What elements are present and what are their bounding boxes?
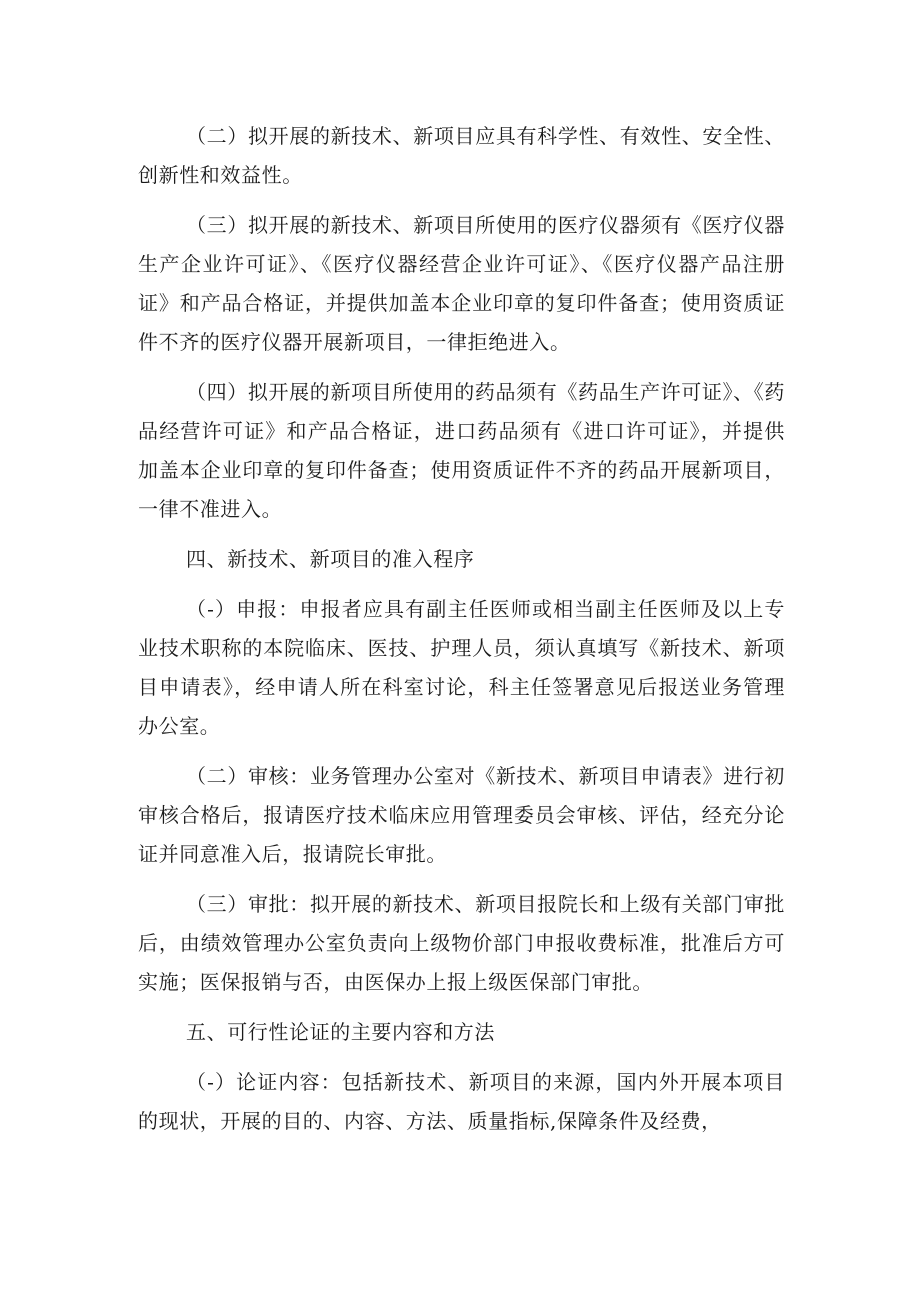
- paragraph-gap: [138, 746, 785, 757]
- paragraph-gap: [138, 529, 785, 540]
- paragraph-gap: [138, 874, 785, 885]
- paragraph-gap: [138, 1002, 785, 1013]
- paragraph-gap: [138, 195, 785, 206]
- paragraph-2-2: （二）拟开展的新技术、新项目应具有科学性、有效性、安全性、创新性和效益性。: [138, 124, 785, 187]
- paragraph-5-1: （-）论证内容：包括新技术、新项目的来源，国内外开展本项目的现状，开展的目的、内容、方法、质量指标,保障条件及经费，: [138, 1070, 785, 1133]
- paragraph-2-3: （三）拟开展的新技术、新项目所使用的医疗仪器须有《医疗仪器生产企业许可证》、《医疗仪器经营企业许可证》、《医疗仪器产品注册证》和产品合格证，并提供加盖本企业印章的复印件备查；使用资质证件不齐的医疗仪器开展新项目，一律拒绝进入。: [138, 213, 785, 354]
- paragraph-4-2: （二）审核：业务管理办公室对《新技术、新项目申请表》进行初审核合格后，报请医疗技术临床应用管理委员会审核、评估，经充分论证并同意准入后，报请院长审批。: [138, 764, 785, 866]
- section-heading-4: 四、新技术、新项目的准入程序: [186, 547, 475, 571]
- paragraph-gap: [138, 362, 785, 373]
- section-heading-5: 五、可行性论证的主要内容和方法: [186, 1020, 495, 1044]
- paragraph-gap: [138, 1052, 785, 1063]
- paragraph-gap: [138, 579, 785, 590]
- paragraph-4-3: （三）审批：拟开展的新技术、新项目报院长和上级有关部门审批后，由绩效管理办公室负责向上级物价部门申报收费标准，批准后方可实施；医保报销与否，由医保办上报上级医保部门审批。: [138, 892, 785, 994]
- paragraph-4-1: （-）申报：申报者应具有副主任医师或相当副主任医师及以上专业技术职称的本院临床、医技、护理人员，须认真填写《新技术、新项目申请表》，经申请人所在科室讨论，科主任签署意见后报送业务管理办公室。: [138, 597, 785, 738]
- paragraph-2-4: （四）拟开展的新项目所使用的药品须有《药品生产许可证》、《药品经营许可证》和产品合格证，进口药品须有《进口许可证》，并提供加盖本企业印章的复印件备查；使用资质证件不齐的药品开展新项目，一律不准进入。: [138, 380, 785, 521]
